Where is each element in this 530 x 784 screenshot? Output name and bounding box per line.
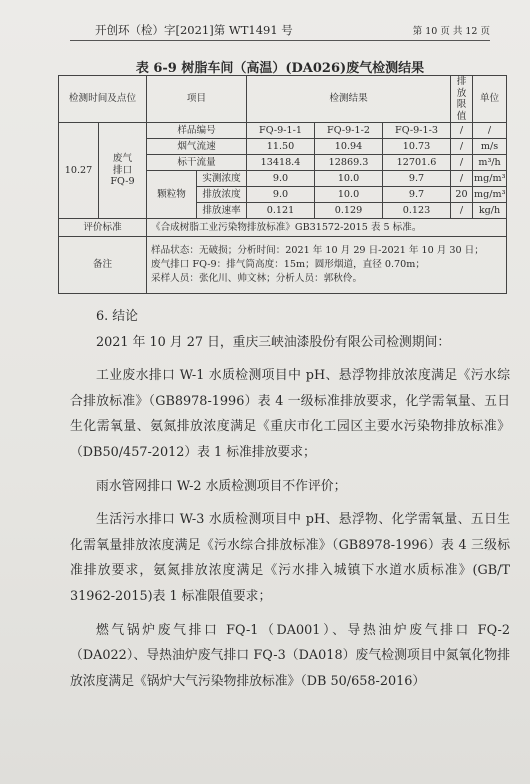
- cell-value: 12869.3: [315, 155, 383, 171]
- cell-value: 0.123: [383, 203, 451, 219]
- table-title: 表 6-9 树脂车间（高温）(DA026)废气检测结果: [135, 61, 425, 76]
- conclusion-heading: 6. 结论: [96, 309, 138, 324]
- eval-value: 《合成树脂工业污染物排放标准》GB31572-2015 表 5 标准。: [147, 219, 507, 237]
- cell-unit: mg/m³: [473, 171, 507, 187]
- eval-label: 评价标准: [59, 219, 147, 237]
- page-info: 第 10 页 共 12 页: [412, 26, 490, 37]
- conclusion-paragraph: 燃气锅炉废气排口 FQ-1（DA001）、导热油炉废气排口 FQ-2（DA022）、导热油炉废气排口 FQ-3（DA018）废气检测项目中氮氧化物排放浓度满足《锅炉大气污染物排放标准》（DB 50/658-2016）: [70, 622, 510, 689]
- cell-limit: /: [451, 123, 473, 139]
- cell-value: 10.73: [383, 139, 451, 155]
- cell-particle-label: 颗粒物: [147, 171, 197, 219]
- cell-item: 样品编号: [147, 123, 247, 139]
- cell-unit: m³/h: [473, 155, 507, 171]
- cell-item: 标干流量: [147, 155, 247, 171]
- head-item: 项目: [147, 76, 247, 123]
- conclusion-paragraph: 雨水管网排口 W-2 水质检测项目不作评价；: [96, 478, 347, 494]
- cell-limit: /: [451, 155, 473, 171]
- head-time-point: 检测时间及点位: [59, 76, 147, 123]
- cell-value: 10.94: [315, 139, 383, 155]
- cell-unit: m/s: [473, 139, 507, 155]
- results-table: [58, 75, 507, 294]
- cell-limit: 20: [451, 187, 473, 203]
- cell-item: 烟气流速: [147, 139, 247, 155]
- doc-number: 开创环（检）字[2021]第 WT1491 号: [95, 23, 293, 37]
- cell-value: 10.0: [315, 171, 383, 187]
- cell-unit: /: [473, 123, 507, 139]
- cell-value: 13418.4: [247, 155, 315, 171]
- cell-unit: mg/m³: [473, 187, 507, 203]
- header-rule: [70, 40, 490, 41]
- cell-date: 10.27: [59, 123, 99, 219]
- cell-limit: /: [451, 171, 473, 187]
- eval-row: [59, 219, 507, 237]
- page-header: [95, 22, 490, 40]
- cell-value: 9.0: [247, 187, 315, 203]
- cell-item: 实测浓度: [197, 171, 247, 187]
- note-line: 废气排口 FQ-9：排气筒高度：15m；圆形烟道，直径 0.70m；: [151, 259, 425, 271]
- cell-value: FQ-9-1-2: [315, 123, 383, 139]
- table-header-row: [59, 76, 507, 123]
- conclusion-paragraph: 2021 年 10 月 27 日，重庆三峡油漆股份有限公司检测期间：: [96, 334, 451, 350]
- table-row: [59, 123, 507, 139]
- cell-item: 排放速率: [197, 203, 247, 219]
- head-result: 检测结果: [247, 76, 451, 123]
- cell-unit: kg/h: [473, 203, 507, 219]
- conclusion-section: [70, 304, 510, 702]
- cell-value: 12701.6: [383, 155, 451, 171]
- note-text: [147, 237, 507, 294]
- note-line: 样品状态：无破损；分析时间：2021 年 10 月 29 日-2021 年 10 月 30 日；: [151, 245, 484, 257]
- cell-limit: /: [451, 139, 473, 155]
- conclusion-paragraph: 生活污水排口 W-3 水质检测项目中 pH、悬浮物、化学需氧量、五日生化需氧量排放浓度满足《污水综合排放标准》（GB8978-1996）表 4 三级标准排放要求，氨氮排放浓度满足《污水排入城镇下水道水质标准》(GB/T 31962-2015)表 1 标准限值要求；: [70, 512, 510, 604]
- cell-value: 0.121: [247, 203, 315, 219]
- note-row: [59, 237, 507, 294]
- cell-item: 排放浓度: [197, 187, 247, 203]
- cell-value: 0.129: [315, 203, 383, 219]
- cell-value: 10.0: [315, 187, 383, 203]
- conclusion-paragraph: 工业废水排口 W-1 水质检测项目中 pH、悬浮物排放浓度满足《污水综合排放标准》（GB8978-1996）表 4 一级标准排放要求，化学需氧量、五日生化需氧量、氨氮排放浓度满足《重庆市化工园区主要水污染物排放标准》（DB50/457-2012）表 1 标准排放要求；: [70, 368, 510, 460]
- cell-limit: /: [451, 203, 473, 219]
- head-limit: 排放限值: [451, 76, 473, 123]
- cell-value: 9.0: [247, 171, 315, 187]
- note-line: 采样人员：张化川、帅文林；分析人员：郭秋伶。: [151, 272, 363, 284]
- head-unit: 单位: [473, 76, 507, 123]
- cell-value: 9.7: [383, 187, 451, 203]
- cell-point: 废气 排口 FQ-9: [99, 123, 147, 219]
- cell-value: 11.50: [247, 139, 315, 155]
- cell-value: FQ-9-1-1: [247, 123, 315, 139]
- cell-value: 9.7: [383, 171, 451, 187]
- note-label: 备注: [59, 237, 147, 294]
- cell-value: FQ-9-1-3: [383, 123, 451, 139]
